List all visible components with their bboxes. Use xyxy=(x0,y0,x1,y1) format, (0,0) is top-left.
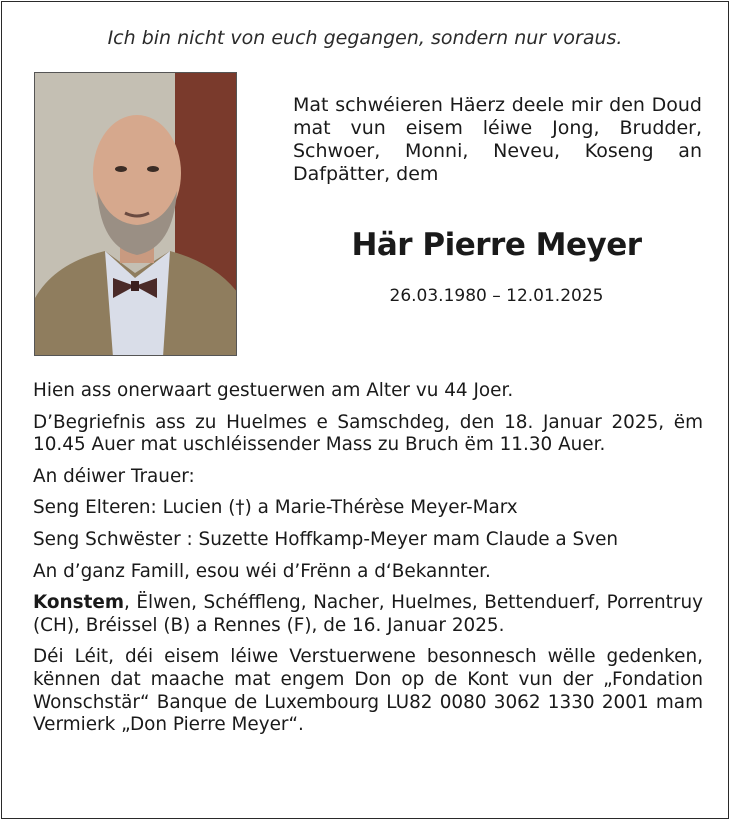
motto-quote: Ich bin nicht von euch gegangen, sondern nur voraus. xyxy=(107,27,623,49)
portrait-photo xyxy=(34,72,237,356)
family-line: An d’ganz Famill, esou wéi d’Frënn a d‘Bekannter. xyxy=(33,560,491,582)
intro-text: Mat schwéieren Häerz deele mir den Doud mat vun eisem léiwe Jong, Brudder, Schwoer, Monni, Neveu, Koseng an Dafpätter, dem xyxy=(293,94,702,185)
place-date-line xyxy=(33,592,703,637)
parents-line: Seng Elteren: Lucien (†) a Marie-Thérèse Meyer-Marx xyxy=(33,497,518,519)
obituary-notice xyxy=(1,1,729,819)
notice-body xyxy=(33,380,703,746)
sister-line: Seng Schwëster : Suzette Hoffkamp-Meyer mam Claude a Sven xyxy=(33,528,619,550)
deceased-name: Här Pierre Meyer xyxy=(351,227,642,263)
mourning-intro: An déiwer Trauer: xyxy=(33,465,195,487)
place-name: Konstem xyxy=(33,592,125,614)
place-list: , Ëlwen, Schéffleng, Nacher, Huelmes, Bettenduerf, Porrentruy (CH), Bréissel (B) a Rennes (F), de 16. Januar 2025. xyxy=(33,592,703,636)
funeral-details: D’Begriefnis ass zu Huelmes e Samschdeg, den 18. Januar 2025, ëm 10.45 Auer mat uschléissender Mass zu Bruch ëm 11.30 Auer. xyxy=(33,411,703,456)
life-dates: 26.03.1980 – 12.01.2025 xyxy=(389,286,604,306)
age-line: Hien ass onerwaart gestuerwen am Alter vu 44 Joer. xyxy=(33,380,514,401)
donation-note: Déi Léit, déi eisem léiwe Verstuerwene besonnesch wëlle gedenken, kënnen dat maache mat engem Don op de Kont vun der „Fondation Wonschstär“ Banque de Luxembourg LU82 0080 3062 1330 2001 mam Vermierk „Don Pierre Meyer“. xyxy=(33,646,703,736)
